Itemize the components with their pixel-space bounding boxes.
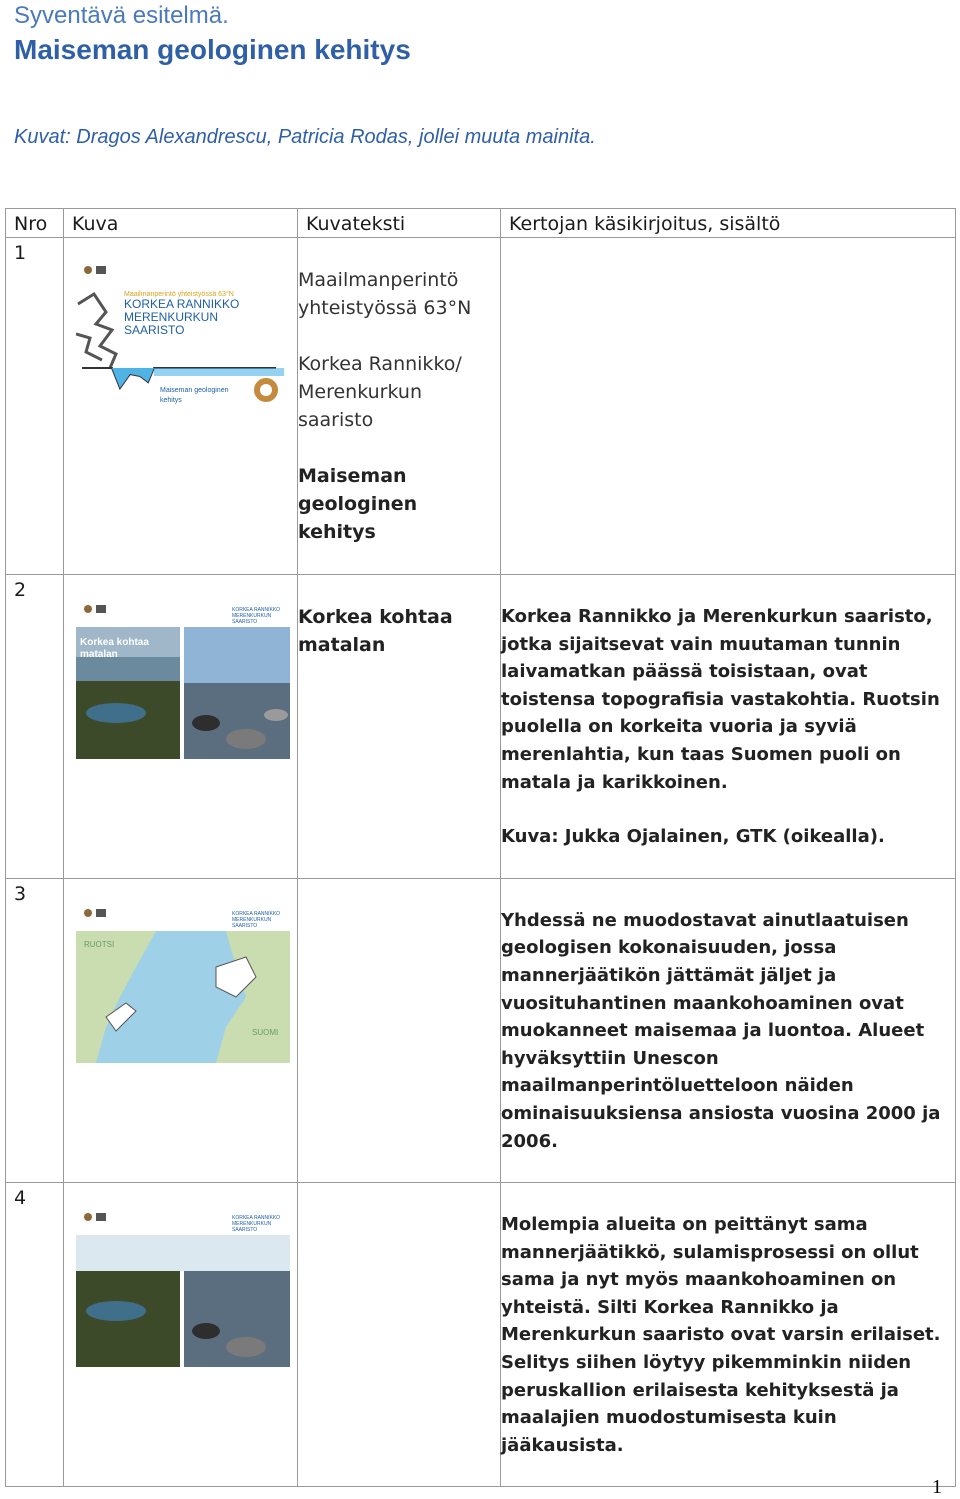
table-row xyxy=(6,878,956,1182)
slide-thumbnail-title xyxy=(76,264,290,412)
document-title: Maiseman geologinen kehitys xyxy=(14,34,411,65)
table-row xyxy=(6,238,956,575)
document-pretitle: Syventävä esitelmä. xyxy=(14,2,229,29)
page-number: 1 xyxy=(932,1476,942,1498)
slide-header-1: KORKEA RANNIKKO xyxy=(232,1215,281,1222)
slide-footer-1: Maiseman geologinen xyxy=(160,387,229,394)
slide-line-1: KORKEA RANNIKKO xyxy=(124,297,240,311)
caption-line: Korkea Rannikko/ Merenkurkun saaristo xyxy=(298,353,462,431)
slide-header-3: SAARISTO xyxy=(232,619,258,625)
slide-header-1: KORKEA RANNIKKO xyxy=(232,607,281,613)
row-number: 1 xyxy=(14,242,27,264)
col-header-kertojan: Kertojan käsikirjoitus, sisältö xyxy=(501,209,956,238)
narration-paragraph: Korkea Rannikko ja Merenkurkun saaristo, jotka sijaitsevat vain muutaman tunnin laivamatkan päässä toisistaan, ovat toistensa topografisia vastakohtia. Ruotsin puolella on korkeita vuoria ja syviä merenlahtia, kun taas Suomen puoli on matala ja karikkoinen. xyxy=(501,606,940,793)
slide-line-3: SAARISTO xyxy=(124,323,185,337)
unesco-logo-icon xyxy=(96,909,106,917)
narration-paragraph: Yhdessä ne muodostavat ainutlaatuisen geologisen kokonaisuuden, jossa mannerjäätikön jättämät jäljet ja vuosituhantinen maankohoaminen ovat muokanneet maisemaa ja luontoa. Alueet hyväksyttiin Unescon maailmanperintöluetteloon näiden ominaisuuksiensa ansiosta vuosina 2000 ja 2006. xyxy=(501,909,941,1152)
heritage-logo-icon xyxy=(84,605,92,613)
map-label-right: SUOMI xyxy=(252,1027,279,1037)
table-row xyxy=(6,1183,956,1487)
slide-header-3: SAARISTO xyxy=(232,1227,258,1234)
col-header-nro: Nro xyxy=(6,209,64,238)
slide-overlay-1: Korkea kohtaa xyxy=(80,637,149,648)
slide-subtitle: Maailmanperintö yhteistyössä 63°N xyxy=(124,291,234,298)
table-row xyxy=(6,575,956,879)
unesco-logo-icon xyxy=(96,605,106,613)
row-number: 2 xyxy=(14,579,27,601)
script-table xyxy=(5,208,956,1487)
caption-bold: Maiseman geologinen kehitys xyxy=(298,465,418,543)
slide-header-2: MERENKURKUN xyxy=(232,916,272,923)
slide-overlay-2: matalan xyxy=(80,649,118,660)
narration-paragraph: Kuva: Jukka Ojalainen, GTK (oikealla). xyxy=(501,826,885,848)
slide-header-1: KORKEA RANNIKKO xyxy=(232,910,281,917)
photo-credits: Kuvat: Dragos Alexandrescu, Patricia Rodas, jollei muuta mainita. xyxy=(14,126,596,148)
unesco-logo-icon xyxy=(96,266,106,274)
unesco-logo-icon xyxy=(96,1213,106,1221)
slide-thumbnail-landscape xyxy=(76,603,290,759)
slide-thumbnail-glacier xyxy=(76,1211,290,1367)
table-header-row xyxy=(6,209,956,238)
heritage-logo-icon xyxy=(84,266,92,274)
row-number: 4 xyxy=(14,1187,27,1210)
slide-line-2: MERENKURKUN xyxy=(124,310,219,324)
slide-footer-2: kehitys xyxy=(160,397,182,404)
heritage-logo-icon xyxy=(84,1213,92,1221)
slide-thumbnail-map xyxy=(76,907,290,1063)
slide-header-2: MERENKURKUN xyxy=(232,1221,272,1228)
slide-header-2: MERENKURKUN xyxy=(232,613,272,619)
map-label-left: RUOTSI xyxy=(84,939,115,949)
heritage-logo-icon xyxy=(84,909,92,917)
caption-line: Maailmanperintö yhteistyössä 63°N xyxy=(298,269,472,319)
row-number: 3 xyxy=(14,882,27,905)
col-header-kuva: Kuva xyxy=(64,209,298,238)
slide-header-3: SAARISTO xyxy=(232,922,258,929)
col-header-kuvateksti: Kuvateksti xyxy=(298,209,501,238)
caption-bold: Korkea kohtaa matalan xyxy=(298,606,453,656)
narration-paragraph: Molempia alueita on peittänyt sama mannerjäätikkö, sulamisprosessi on ollut sama ja nyt myös maankohoaminen on yhteistä. Silti Korkea Rannikko ja Merenkurkun saaristo ovat varsin erilaiset. Selitys siihen löytyy pikemminkin niiden peruskallion erilaisesta kehityksestä ja maalajien muodostumisesta kuin jääkausista. xyxy=(501,1214,941,1456)
